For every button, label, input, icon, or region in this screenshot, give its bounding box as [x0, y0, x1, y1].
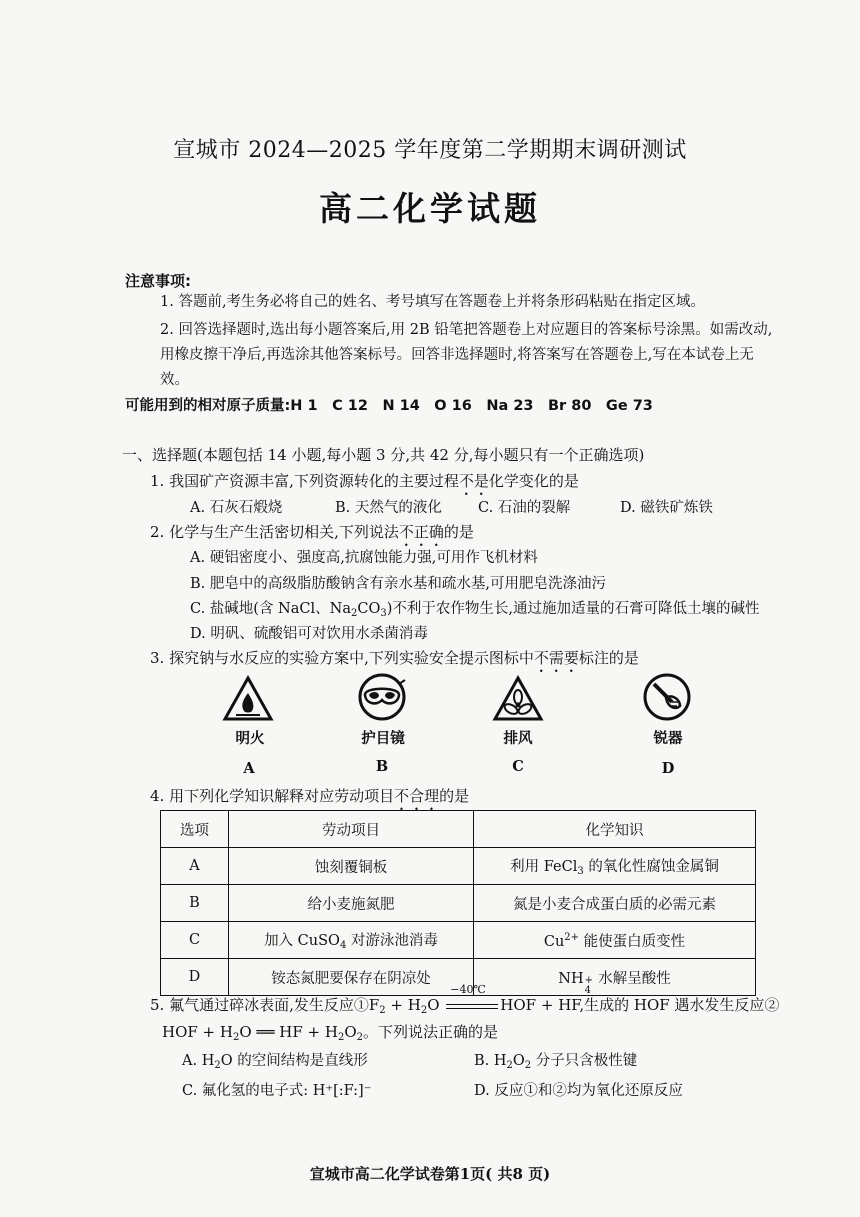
table-cell-knowledge [474, 959, 756, 996]
cell-text: 的氧化性腐蚀金属铜 [583, 859, 719, 875]
table-cell-option: B [161, 885, 229, 922]
table-cell-labor [229, 922, 474, 959]
q3-stem-pre: 3. 探究钠与水反应的实验方案中,下列实验安全提示图标中 [150, 649, 534, 667]
cell-sup: 2+ [564, 931, 580, 943]
q2-stem-post: 的是 [443, 523, 474, 541]
table-header: 化学知识 [474, 811, 756, 848]
q4-table [160, 810, 756, 996]
icon-label-a: 明火 [235, 731, 265, 747]
q4-stem-pre: 4. 用下列化学知识解释对应劳动项目 [150, 787, 395, 805]
table-row [161, 885, 756, 922]
q1-stem-pre: 1. 我国矿产资源丰富,下列资源转化的主要过程 [150, 472, 459, 490]
q4-stem-post: 的是 [439, 787, 470, 805]
q1-stem-emphasis: 不是 [458, 472, 489, 490]
reaction-arrow [444, 983, 500, 1013]
table-row [161, 848, 756, 885]
flame-icon [222, 675, 282, 725]
q4-stem-emphasis: 不合理 [394, 787, 440, 805]
q2-option-a: A. 硬铝密度小、强度高,抗腐蚀能力强,可用作飞机材料 [190, 550, 538, 566]
q5-text: + H [385, 996, 421, 1014]
table-row [161, 922, 756, 959]
question-1-stem [150, 470, 790, 499]
cell-text: NH [558, 970, 584, 987]
icon-label-d: 锐器 [653, 731, 683, 747]
table-header: 选项 [161, 811, 229, 848]
q5-option-a: A. $H_2O$ 的空间结构是直线形 [182, 1053, 368, 1071]
q5-text: O [427, 996, 440, 1014]
q1-option-a: A. 石灰石煅烧 [190, 500, 283, 516]
cell-text: 利用 FeCl [510, 859, 578, 875]
q3-stem-post: 标注的是 [578, 649, 639, 667]
q5-a-post: O 的空间结构是直线形 [220, 1053, 368, 1069]
icon-letter-b: B [375, 758, 389, 775]
q5-text: O ══ HF + H [239, 1023, 338, 1041]
q5-b-post: 分子只含极性键 [531, 1053, 638, 1069]
q5-b-pre: B. H [474, 1053, 507, 1069]
table-cell-knowledge [474, 922, 756, 959]
icon-letter-a: A [243, 760, 255, 777]
q5-text: HOF + H [162, 1023, 233, 1041]
table-cell-labor: 铵态氮肥要保存在阴凉处 [229, 959, 474, 996]
subject-title: 高二化学试题 [319, 189, 541, 228]
q2-option-d: D. 明矾、硫酸铝可对饮用水杀菌消毒 [190, 626, 428, 642]
q2-stem-pre: 2. 化学与生产生活密切相关,下列说法 [150, 523, 399, 541]
q5-option-b: B. $H_2O_2$ 分子只含极性键 [474, 1053, 638, 1071]
cell-text: 对游泳池消毒 [346, 933, 438, 949]
table-header: 劳动项目 [229, 811, 474, 848]
notice-item-2: 2. 回答选择题时,选出每小题答案后,用 2B 铅笔把答题卷上对应题目的答案标号涂黑。如需改动,用橡皮擦干净后,再选涂其他答案标号。回答非选择题时,将答案写在答题卷上,写在本试卷上无效。 [160, 322, 773, 388]
table-cell-labor: 蚀刻覆铜板 [229, 848, 474, 885]
q5-option-c: C. 氟化氢的电子式: H⁺[:F:]⁻ [182, 1083, 372, 1099]
cell-text: 加入 CuSO [264, 933, 340, 949]
icon-label-b: 护目镜 [361, 731, 405, 747]
table-cell-labor: 给小麦施氮肥 [229, 885, 474, 922]
q2-option-b: B. 肥皂中的高级脂肪酸钠含有亲水基和疏水基,可用肥皂洗涤油污 [190, 576, 606, 592]
table-cell-option: C [161, 922, 229, 959]
q2-stem-emphasis: 不正确 [398, 523, 444, 541]
page-footer: 宣城市高二化学试卷第1页( 共8 页) [309, 1165, 551, 1183]
cell-text: 水解呈酸性 [593, 970, 671, 987]
cell-sub: 3 [577, 866, 584, 877]
q5-option-d: D. 反应①和②均为氧化还原反应 [474, 1083, 683, 1099]
exam-title: 宣城市 2024—2025 学年度第二学期期末调研测试 [173, 138, 687, 163]
q2-option-c [190, 597, 759, 619]
q2-c-mid: CO [357, 601, 381, 617]
notice-item-1: 1. 答题前,考生务必将自己的姓名、考号填写在答题卷上并将条形码粘贴在指定区域。 [160, 294, 706, 310]
atomic-mass-line: 可能用到的相对原子质量:H 1 C 12 N 14 O 16 Na 23 Br 80 Ge 73 [125, 398, 653, 414]
table-cell-option: D [161, 959, 229, 996]
q3-stem-emphasis: 不需要 [533, 649, 579, 667]
table-header-row [161, 811, 756, 848]
q5-text: 。下列说法正确的是 [363, 1023, 499, 1041]
question-5-line2: HOF + $H_2O$ ══ HF + $H_2O_2$。下列说法正确的是 [162, 1023, 499, 1043]
question-5-line1: 5. 氟气通过碎冰表面,发生反应$①F_2 + H_2O$ −40℃ HOF + HF,生成的 HOF 遇水发生反应② [150, 983, 780, 1016]
sharp-tool-icon [640, 672, 700, 722]
q2-c-sub1: 2 [350, 608, 358, 619]
table-cell-option: A [161, 848, 229, 885]
q1-stem-post: 化学变化的是 [488, 472, 579, 490]
q5-text: 5. 氟气通过碎冰表面,发生反应①F [150, 996, 380, 1014]
icon-letter-c: C [512, 758, 524, 775]
section-heading: 一、选择题(本题包括 14 小题,每小题 3 分,共 42 分,每小题只有一个正确选项) [122, 446, 645, 464]
icon-label-c: 排风 [503, 731, 533, 747]
goggles-icon [355, 672, 415, 722]
table-cell-knowledge [474, 848, 756, 885]
cell-sub: 4 [339, 940, 347, 951]
table-cell-knowledge: 氮是小麦合成蛋白质的必需元素 [474, 885, 756, 922]
q1-option-b: B. 天然气的液化 [335, 500, 442, 516]
q2-c-post: )不利于农作物生长,通过施加适量的石膏可降低土壤的碱性 [386, 601, 760, 617]
q1-option-d: D. 磁铁矿炼铁 [620, 500, 713, 516]
cell-text: Cu [543, 933, 565, 950]
icon-letter-d: D [661, 760, 675, 777]
cell-text: 能使蛋白质变性 [579, 933, 686, 950]
q5-a-pre: A. H [182, 1053, 215, 1069]
reaction-condition: −40℃ [450, 983, 486, 996]
q1-option-c: C. 石油的裂解 [478, 500, 571, 516]
q2-c-sub2: 3 [380, 608, 387, 619]
fan-icon [492, 675, 552, 725]
cell-sup: + [584, 974, 593, 986]
q2-c-pre: C. 盐碱地(含 NaCl、Na [190, 601, 351, 617]
notice-heading: 注意事项: [125, 272, 191, 290]
cell-sub: 4 [584, 984, 591, 996]
q5-text: HOF + HF,生成的 HOF 遇水发生反应② [500, 996, 780, 1014]
